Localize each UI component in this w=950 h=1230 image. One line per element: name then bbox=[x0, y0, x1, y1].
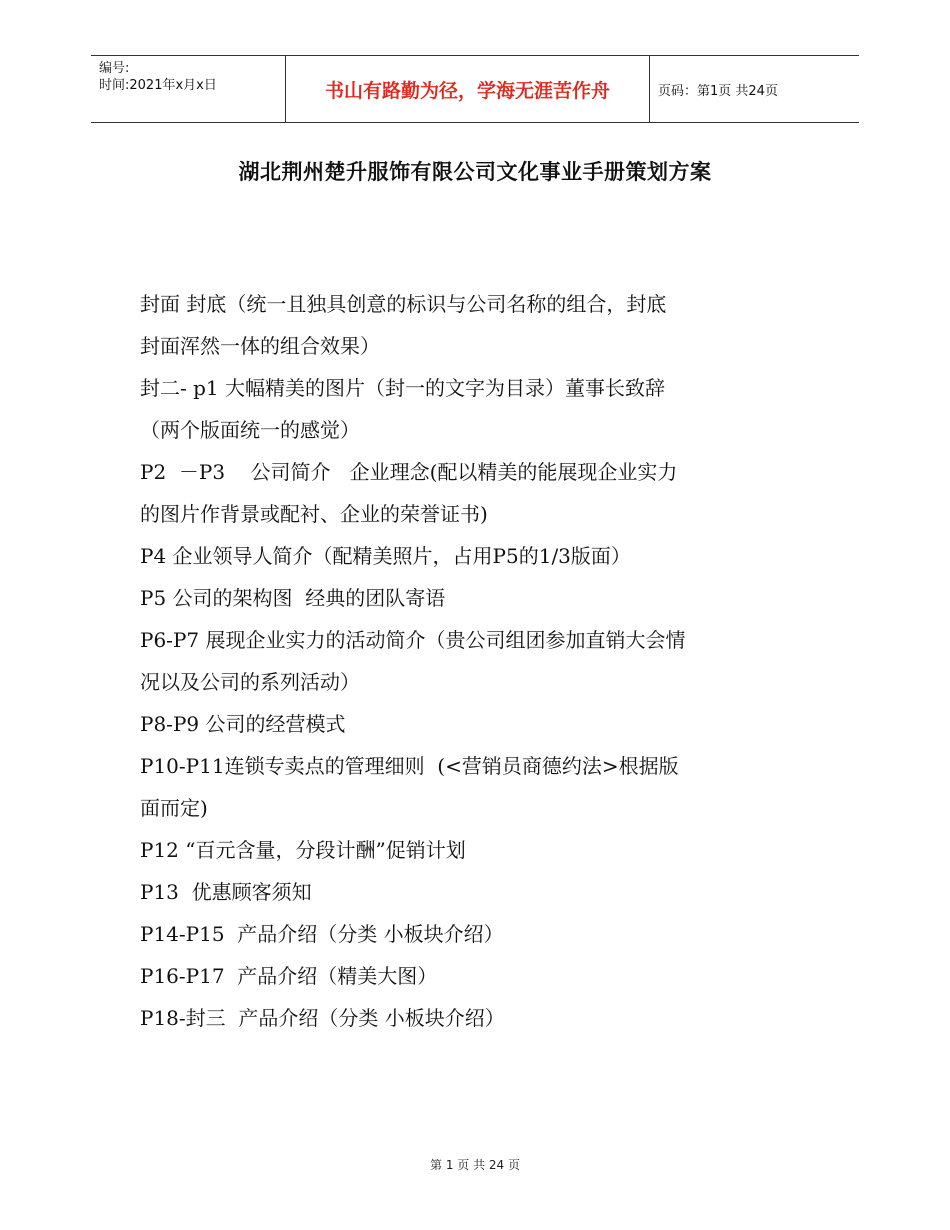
body-line: P10-P11连锁专卖点的管理细则 (<营销员商德约法>根据版 bbox=[140, 754, 679, 778]
body-line: 封二- p1 大幅精美的图片（封一的文字为目录）董事长致辞 bbox=[140, 376, 665, 400]
body-line: P16-P17 产品介绍（精美大图） bbox=[140, 964, 438, 988]
document-title: 湖北荆州楚升服饰有限公司文化事业手册策划方案 bbox=[238, 160, 712, 184]
body-line: 面而定) bbox=[140, 796, 208, 820]
header-motto: 书山有路勤为径，学海无涯苦作舟 bbox=[286, 56, 650, 122]
document-header bbox=[91, 55, 859, 123]
body-line: P6-P7 展现企业实力的活动简介（贵公司组团参加直销大会情 bbox=[140, 628, 686, 652]
body-line: P4 企业领导人简介（配精美照片，占用P5的1/3版面） bbox=[140, 544, 631, 568]
header-time-label: 时间:2021年x月x日 bbox=[99, 78, 217, 93]
body-line: P8-P9 公司的经营模式 bbox=[140, 712, 346, 736]
body-line: （两个版面统一的感觉） bbox=[140, 418, 360, 442]
body-line: P18-封三 产品介绍（分类 小板块介绍） bbox=[140, 1006, 505, 1030]
header-page-info: 页码：第1页 共24页 bbox=[658, 83, 778, 99]
body-line: 封面浑然一体的组合效果） bbox=[140, 334, 380, 358]
body-line: 的图片作背景或配衬、企业的荣誉证书) bbox=[140, 502, 488, 526]
header-number-label: 编号: bbox=[99, 61, 130, 76]
body-line: 况以及公司的系列活动） bbox=[140, 670, 360, 694]
body-line: P12 “百元含量，分段计酬”促销计划 bbox=[140, 838, 466, 862]
header-meta bbox=[91, 56, 286, 122]
body-line: P5 公司的架构图 经典的团队寄语 bbox=[140, 586, 446, 610]
body-line: P13 优惠顾客须知 bbox=[140, 880, 312, 904]
body-line: 封面 封底（统一且独具创意的标识与公司名称的组合，封底 bbox=[140, 292, 667, 316]
body-line: P14-P15 产品介绍（分类 小板块介绍） bbox=[140, 922, 504, 946]
body-line: P2 －P3 公司简介 企业理念(配以精美的能展现企业实力 bbox=[140, 460, 678, 484]
document-body bbox=[140, 283, 820, 1039]
page-footer: 第 1 页 共 24 页 bbox=[430, 1158, 520, 1172]
